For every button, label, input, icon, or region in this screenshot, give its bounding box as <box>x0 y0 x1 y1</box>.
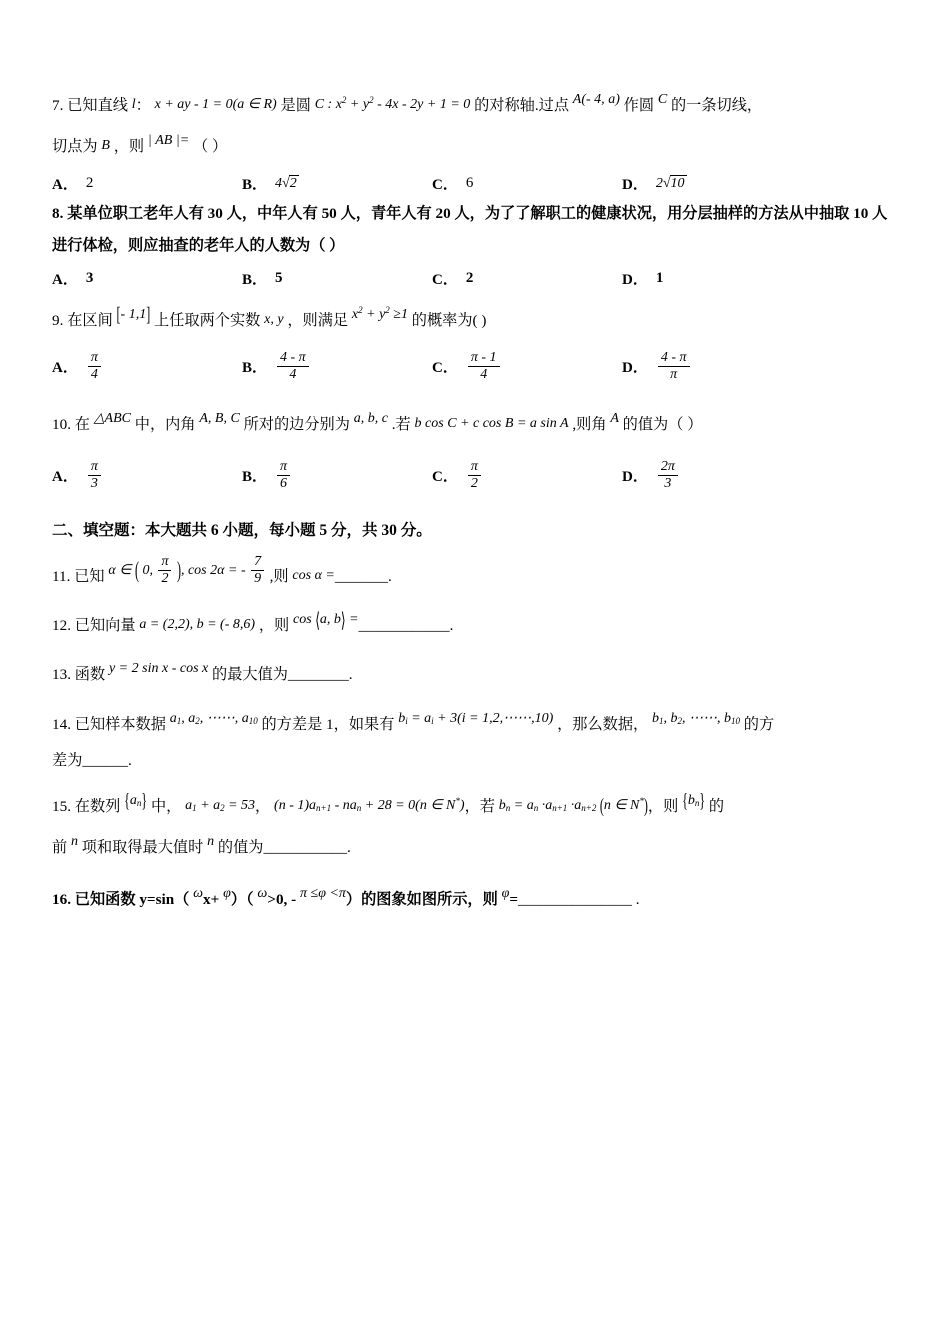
question-16-text-2: x+ <box>203 890 220 908</box>
question-7 <box>52 86 898 121</box>
question-14-math-b: $b_i = a_i + 3(i$ = 1,2,⋯⋯,10) <box>398 710 554 726</box>
option-8-a-label: A． <box>52 271 78 288</box>
question-11-math-end: cos α = <box>292 567 335 583</box>
question-12-text-1: 已知向量 <box>74 617 136 635</box>
option-8-d-value: 1 <box>655 269 664 286</box>
question-7-number: 7. <box>52 97 64 114</box>
question-10-text-5: ,则角 <box>572 416 607 434</box>
option-9-c[interactable] <box>432 350 622 383</box>
question-9-text-2: 上任取两个实数 <box>154 311 261 329</box>
question-7-text-3: 的对称轴.过点 <box>474 97 569 114</box>
question-15-text-7: 前 <box>52 839 68 857</box>
question-13-text-2: 的最大值为 <box>212 666 288 684</box>
option-9-a-value <box>88 350 101 383</box>
question-16-text-1: 已知函数 y=sin（ <box>74 890 190 908</box>
question-9-math-interval: [- 1,1] <box>116 302 151 327</box>
question-9-text-4: 的概率为( ) <box>411 311 487 329</box>
option-7-d[interactable] <box>622 173 812 194</box>
option-10-c-value <box>468 459 481 492</box>
option-7-b[interactable] <box>242 173 432 194</box>
question-7-math-B: B <box>101 138 110 154</box>
question-10-number: 10. <box>52 416 71 434</box>
question-13-math-fn: y = 2 sin x - cos x <box>108 661 209 677</box>
question-12-blank[interactable]: ____________. <box>358 617 454 635</box>
option-9-a[interactable] <box>52 350 242 383</box>
question-7-text-5: 的一条切线， <box>670 97 763 114</box>
option-10-c-label: C． <box>432 468 458 485</box>
question-8-number: 8. <box>52 204 64 222</box>
question-16-math-omega: ω <box>193 885 204 901</box>
question-14-text-2: 的方差是 1，如果有 <box>261 715 395 733</box>
question-12-math-cos: cos ⟨a, b⟩ = <box>293 607 359 632</box>
question-7-math-l: l <box>131 97 136 112</box>
question-16-number: 16. <box>52 890 71 908</box>
option-8-d[interactable] <box>622 268 812 289</box>
question-14-text-3: ，那么数据， <box>557 715 649 733</box>
question-16-math-omega2: ω <box>257 885 268 901</box>
option-9-b[interactable] <box>242 350 432 383</box>
question-14-line2 <box>52 746 898 776</box>
question-15-math-bn: $b_n = a_n \cdot a_{n+1} \cdot a_{n+2}$ (n ∈ N*) <box>498 793 648 818</box>
question-16-math-pi: π ≤φ <π <box>300 885 346 901</box>
option-9-b-value <box>277 350 309 383</box>
option-7-c[interactable] <box>432 173 622 194</box>
question-7-text-7: ，则 <box>113 138 145 156</box>
option-10-d-num: 2π <box>658 459 678 476</box>
option-9-c-label: C． <box>432 360 458 377</box>
question-10-text-3: 所对的边分别为 <box>243 416 350 434</box>
option-7-c-label: C． <box>432 176 458 193</box>
option-10-d[interactable] <box>622 459 812 492</box>
question-8 <box>52 198 898 262</box>
option-9-d-label: D． <box>622 360 648 377</box>
question-15-text-8: 项和取得最大值时 <box>81 839 204 857</box>
question-10-text-1: 在 <box>74 416 90 434</box>
question-7-math-C: C <box>657 92 668 107</box>
question-7-text-1: 已知直线 <box>67 97 128 114</box>
option-9-d[interactable] <box>622 350 812 383</box>
question-16-blank[interactable]: _______________ . <box>518 890 640 908</box>
question-10-math-abc: a, b, c <box>353 411 388 427</box>
question-11-blank[interactable]: _______. <box>334 567 392 585</box>
question-16-text-6: = <box>509 890 518 908</box>
question-15-text-6: 的 <box>708 797 725 815</box>
option-10-c-den: 2 <box>470 475 478 491</box>
option-9-a-num: π <box>88 350 101 367</box>
question-7-colon: ： <box>135 97 151 114</box>
question-7-text-4: 作圆 <box>623 97 655 114</box>
question-13-blank[interactable]: ________. <box>287 666 353 684</box>
option-8-a[interactable] <box>52 268 242 289</box>
question-16-text-3: ）（ <box>230 890 254 908</box>
option-9-c-value <box>468 350 500 383</box>
option-10-c-num: π <box>468 459 481 476</box>
question-15-text-4: ，若 <box>464 797 495 815</box>
option-10-c[interactable] <box>432 459 622 492</box>
option-10-a-den: 3 <box>90 475 98 491</box>
question-15-math-an: $\{a_n\}$ <box>124 788 148 813</box>
question-8-options <box>52 268 898 289</box>
question-16-text-5: ）的图象如图所示，则 <box>345 890 498 908</box>
option-8-c-label: C． <box>432 271 458 288</box>
question-15-text-2: 中， <box>150 797 182 815</box>
question-16-math-phi2: φ <box>501 885 510 901</box>
question-7-math-line: x + ay - 1 = 0(a ∈ R) <box>154 97 277 112</box>
question-10-options <box>52 459 898 492</box>
option-10-b-label: B． <box>242 468 268 485</box>
option-9-d-den: π <box>670 367 678 383</box>
question-11-text-1: 已知 <box>74 567 105 585</box>
question-13-text-1: 函数 <box>74 666 106 684</box>
option-8-c-value: 2 <box>465 269 474 286</box>
question-10-math-A: A <box>610 411 619 427</box>
question-15-text-1: 在数列 <box>74 797 121 815</box>
question-16-math-phi: φ <box>223 885 231 901</box>
question-15 <box>52 787 898 822</box>
question-16-text-4: >0, - <box>267 890 297 908</box>
question-15-text-3: ， <box>255 797 271 815</box>
question-12-number: 12. <box>52 617 71 635</box>
question-14-math-b2: $b_1$, $b_2$, ⋯⋯, $b_{10}$ <box>652 710 740 726</box>
question-9-number: 9. <box>52 311 64 329</box>
question-15-math-sum: $a_1 + a_2 = 53$ <box>185 797 256 813</box>
option-10-a-num: π <box>88 459 101 476</box>
question-7-text-8: （ ） <box>192 138 228 156</box>
option-8-c[interactable] <box>432 268 622 289</box>
option-9-d-num: 4 - π <box>658 350 690 367</box>
question-12-math-vec: a = (2,2), b = (- 8,6) <box>139 617 256 633</box>
question-9-math-xy: x, y <box>264 311 284 327</box>
question-16 <box>52 880 898 915</box>
option-7-b-label: B． <box>242 176 268 193</box>
option-7-d-label: D． <box>622 176 648 193</box>
question-14-text-4a: 的方 <box>743 715 775 733</box>
option-9-b-num: 4 - π <box>277 350 309 367</box>
question-15-line2 <box>52 828 898 863</box>
question-11 <box>52 554 898 592</box>
question-7-options <box>52 173 898 194</box>
question-7-line2 <box>52 127 898 162</box>
question-14-number: 14. <box>52 715 71 733</box>
question-10 <box>52 405 898 440</box>
question-13 <box>52 655 898 690</box>
question-9-math-cond: $x^2 + y^2 \ge 1$ <box>351 304 408 322</box>
question-12 <box>52 606 898 641</box>
question-10-math-eq: b cos C + c cos B = a sin A <box>414 416 569 432</box>
option-8-b-label: B． <box>242 271 268 288</box>
question-15-math-n2: n <box>207 834 215 850</box>
question-7-math-point: A(- 4, a) <box>572 92 620 107</box>
option-8-b-value: 5 <box>275 269 283 286</box>
question-10-math-ABC: A, B, C <box>199 411 240 427</box>
option-10-d-label: D． <box>622 468 648 485</box>
option-8-a-value: 3 <box>85 269 94 286</box>
question-15-text-9: 的值为 <box>217 839 264 857</box>
option-8-b[interactable] <box>242 268 432 289</box>
question-14 <box>52 705 898 740</box>
question-15-math-bn2: $\{b_n\}$ <box>682 788 706 813</box>
question-9-text-1: 在区间 <box>67 311 113 329</box>
option-9-c-num: π - 1 <box>468 350 500 367</box>
option-7-c-value: 6 <box>465 174 474 191</box>
question-15-text-5: ，则 <box>647 797 679 815</box>
question-11-math-alpha: α ∈ ( 0, $\frac{\pi}{2}$ ), cos 2α = - $\frac{7}{9}$ <box>108 563 269 578</box>
option-9-d-value <box>658 350 690 383</box>
question-13-number: 13. <box>52 666 71 684</box>
option-7-d-value: 2√10 <box>655 175 685 191</box>
question-12-text-2: ，则 <box>258 617 290 635</box>
option-9-b-label: B． <box>242 360 268 377</box>
question-14-text-4b: 差为 <box>52 752 83 770</box>
option-10-a-value <box>88 459 101 492</box>
option-10-b-value <box>277 459 290 492</box>
question-10-text-4: .若 <box>391 416 411 434</box>
option-10-b-num: π <box>277 459 290 476</box>
question-9 <box>52 301 898 336</box>
question-14-math-a: $a_1$, $a_2$, ⋯⋯, $a_{10}$ <box>169 710 258 726</box>
question-14-blank[interactable]: ______. <box>82 752 132 770</box>
question-7-text-6: 切点为 <box>52 138 98 156</box>
option-7-a[interactable] <box>52 173 242 194</box>
question-7-math-circle: C : $x^2 + y^2 - 4x - 2y + 1 = 0$ <box>314 95 471 112</box>
option-10-d-value <box>658 459 678 492</box>
option-7-a-value: 2 <box>85 174 94 191</box>
question-15-math-n: n <box>70 834 78 850</box>
option-7-a-label: A． <box>52 176 78 193</box>
question-15-blank[interactable]: ___________. <box>263 839 351 857</box>
question-7-math-AB: | AB |= <box>147 133 190 149</box>
page-content <box>52 86 898 921</box>
question-10-text-6: 的值为（ ） <box>622 416 703 434</box>
option-9-a-den: 4 <box>90 367 98 383</box>
question-11-number: 11. <box>52 567 71 585</box>
question-10-math-tri: △ABC <box>93 411 131 427</box>
question-9-text-3: ，则满足 <box>287 311 349 329</box>
option-10-d-den: 3 <box>664 475 672 491</box>
option-10-a-label: A． <box>52 468 78 485</box>
option-7-b-value: 4√2 <box>275 175 297 191</box>
question-15-number: 15. <box>52 797 71 815</box>
option-9-b-den: 4 <box>289 367 297 383</box>
question-14-text-1: 已知样本数据 <box>74 715 166 733</box>
question-7-text-2: 是圆 <box>280 97 311 114</box>
option-10-b-den: 6 <box>280 475 288 491</box>
option-10-a[interactable] <box>52 459 242 492</box>
question-15-math-rec: $(n - 1)a_{n+1} - na_n + 28 = 0(n$ ∈ N*) <box>274 795 465 813</box>
question-8-text: 某单位职工老年人有 30 人，中年人有 50 人，青年人有 20 人，为了了解职工的健康状况，用分层抽样的方法从中抽取 10 人进行体检，则应抽查的老年人的人数为（ ） <box>52 204 888 254</box>
option-10-b[interactable] <box>242 459 432 492</box>
option-9-a-label: A． <box>52 360 78 377</box>
section-2-title: 二、填空题：本大题共 6 小题，每小题 5 分，共 30 分。 <box>52 521 432 539</box>
question-10-text-2: 中，内角 <box>134 416 196 434</box>
question-9-options <box>52 350 898 383</box>
option-8-d-label: D． <box>622 271 648 288</box>
question-11-text-3: ,则 <box>269 567 289 585</box>
option-9-c-den: 4 <box>480 367 488 383</box>
